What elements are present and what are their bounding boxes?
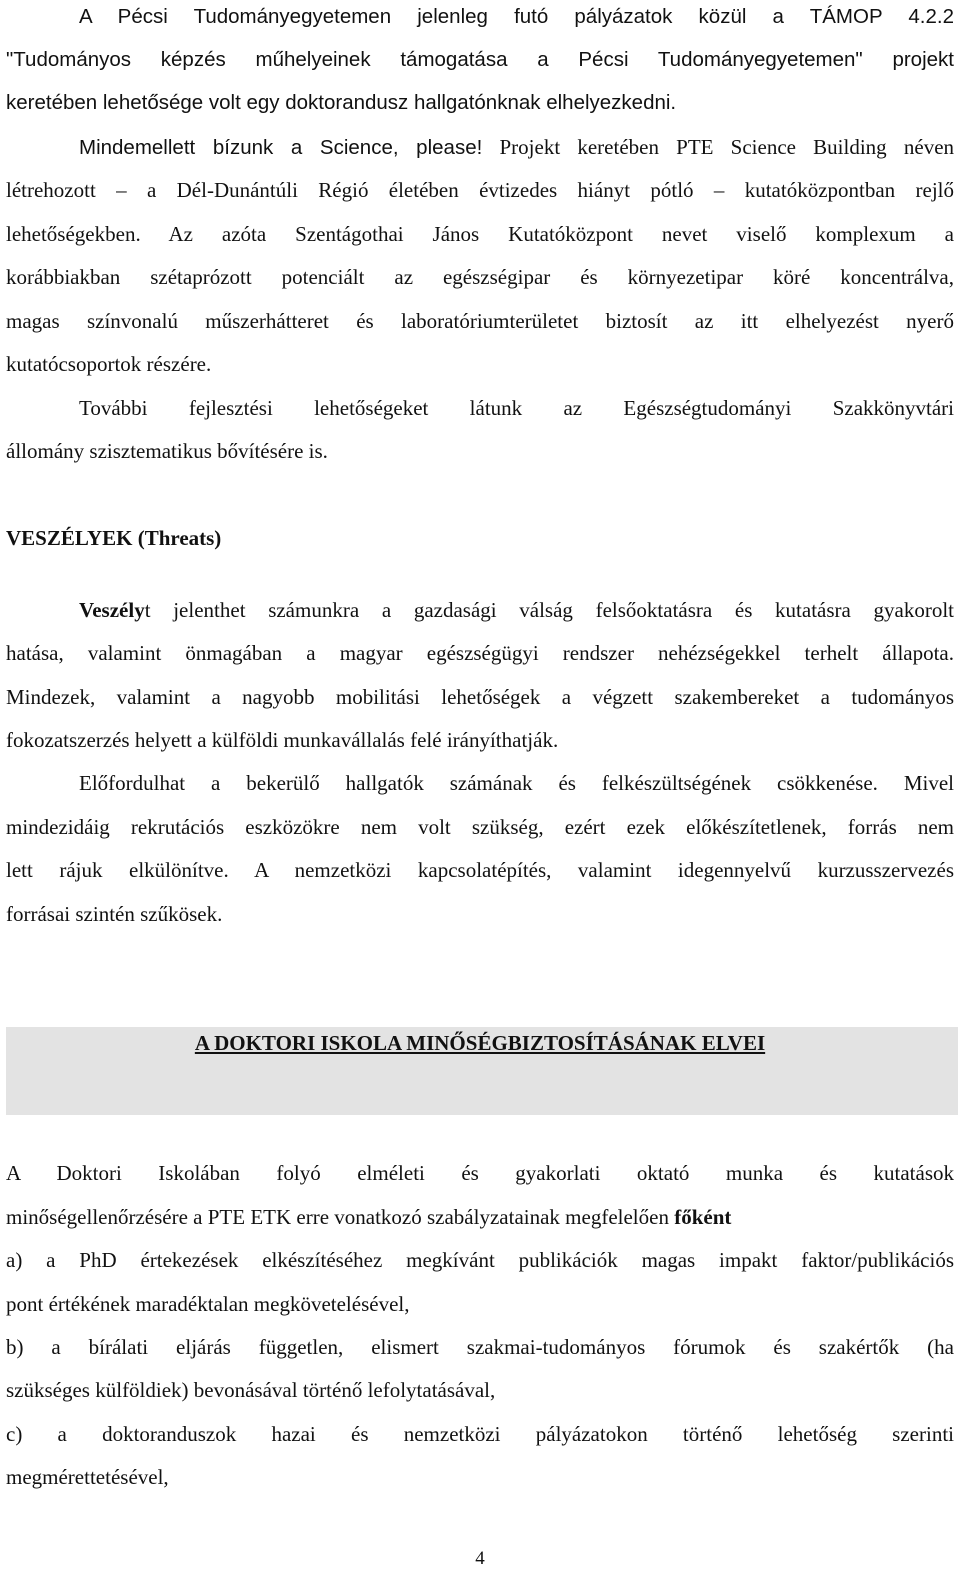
- bold-term: Veszély: [79, 598, 145, 622]
- paragraph-line: A Pécsi Tudományegyetemen jelenleg futó pályázatok közül a TÁMOP 4.2.2: [79, 5, 954, 28]
- paragraph-line: "Tudományos képzés műhelyeinek támogatása a Pécsi Tudományegyetemen" projekt: [6, 48, 954, 71]
- paragraph-line: mindezidáig rekrutációs eszközökre nem volt szükség, ezért ezek előkészítetlenek, forrás nem: [6, 815, 954, 839]
- text-span: lehetőségekben.: [6, 222, 141, 246]
- section-heading-threats: VESZÉLYEK (Threats): [6, 526, 222, 550]
- paragraph-line: [79, 135, 954, 159]
- paragraph-line: kutatócsoportok részére.: [6, 352, 212, 376]
- list-item-a: a) a PhD értekezések elkészítéséhez megkívánt publikációk magas impakt faktor/publikációs: [6, 1248, 954, 1272]
- text-span: minőségellenőrzésére a PTE ETK erre vonatkozó szabályzatainak megfelelően: [6, 1205, 669, 1229]
- text-span: Az azóta Szentágothai János Kutatóközpont nevet viselő komplexum a: [168, 222, 954, 246]
- paragraph-line: hatása, valamint önmagában a magyar egészségügyi rendszer nehézségekkel terhelt állapota.: [6, 641, 954, 665]
- paragraph-line: forrásai szintén szűkösek.: [6, 902, 223, 926]
- paragraph-line: keretében lehetősége volt egy doktorandusz hallgatónknak elhelyezkedni.: [6, 91, 677, 114]
- paragraph-line: [79, 598, 954, 622]
- serif-text: Projekt keretében PTE Science Building néven: [499, 135, 955, 159]
- paragraph-line: [6, 222, 954, 246]
- list-item-c-cont: megmérettetésével,: [6, 1465, 169, 1489]
- section-title: A DOKTORI ISKOLA MINŐSÉGBIZTOSÍTÁSÁNAK ELVEI: [194, 1031, 766, 1055]
- paragraph-line: létrehozott – a Dél-Dunántúli Régió életében évtizedes hiányt pótló – kutatóközpontban rejlő: [6, 178, 954, 202]
- paragraph-line: További fejlesztési lehetőségeket látunk az Egészségtudományi Szakkönyvtári: [79, 396, 954, 420]
- list-item-b-cont: szükséges külföldiek) bevonásával történő lefolytatásával,: [6, 1378, 496, 1402]
- paragraph-line: Mindezek, valamint a nagyobb mobilitási lehetőségek a végzett szakembereket a tudományos: [6, 685, 954, 709]
- list-item-a-cont: pont értékének maradéktalan megkövetelésével,: [6, 1292, 410, 1316]
- paragraph-line: korábbiakban szétaprózott potenciált az egészségipar és környezetipar köré koncentrálva,: [6, 265, 954, 289]
- sans-text: Mindemellett bízunk a Science, please!: [79, 136, 483, 159]
- text-span: t jelenthet számunkra a gazdasági válság felsőoktatásra és kutatásra gyakorolt: [144, 598, 954, 622]
- paragraph-line: fokozatszerzés helyett a külföldi munkavállalás felé irányíthatják.: [6, 728, 559, 752]
- paragraph-line: Előfordulhat a bekerülő hallgatók számának és felkészültségének csökkenése. Mivel: [79, 771, 954, 795]
- list-item-b: b) a bírálati eljárás független, elismert szakmai-tudományos fórumok és szakértők (ha: [6, 1335, 954, 1359]
- page-number: 4: [475, 1548, 485, 1569]
- paragraph-line: magas színvonalú műszerhátteret és laboratóriumterületet biztosít az itt elhelyezést nyerő: [6, 309, 954, 333]
- paragraph-line: állomány szisztematikus bővítésére is.: [6, 439, 328, 463]
- paragraph-line: lett rájuk elkülönítve. A nemzetközi kapcsolatépítés, valamint idegennyelvű kurzusszervezés: [6, 858, 954, 882]
- bold-term: főként: [674, 1205, 732, 1229]
- list-item-c: c) a doktoranduszok hazai és nemzetközi pályázatokon történő lehetőség szerinti: [6, 1422, 954, 1446]
- paragraph-line: A Doktori Iskolában folyó elméleti és gyakorlati oktató munka és kutatások: [6, 1161, 954, 1185]
- paragraph-line: [6, 1205, 954, 1229]
